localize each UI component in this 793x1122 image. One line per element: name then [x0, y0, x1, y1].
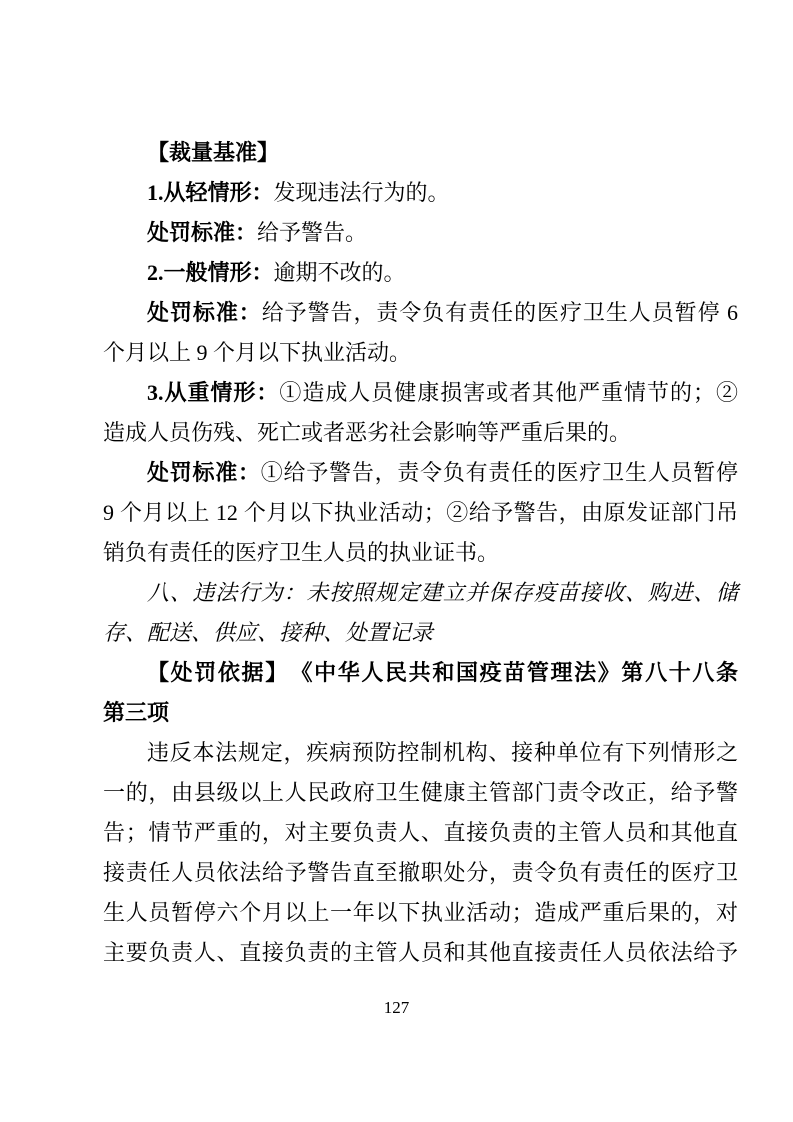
label-segment: 处罚标准： [147, 220, 258, 245]
illegal-act-eight [103, 573, 738, 653]
text-segment: 销负有责任的医疗卫生人员的执业证书。 [103, 540, 500, 565]
text-line [103, 453, 738, 493]
item-2-penalty-standard [103, 293, 738, 373]
text-line [103, 933, 738, 973]
text-line [103, 213, 738, 253]
text-line [103, 853, 738, 893]
text-line [103, 253, 738, 293]
label-segment: 2.一般情形： [147, 260, 274, 285]
text-line [103, 893, 738, 933]
text-segment: 主要负责人、直接负责的主管人员和其他直接责任人员依法给予 [103, 940, 738, 965]
label-segment: 处罚标准： [147, 460, 261, 485]
discretion-benchmark-heading [103, 133, 738, 173]
text-line [103, 773, 738, 813]
text-segment: 一的，由县级以上人民政府卫生健康主管部门责令改正，给予警 [103, 780, 738, 805]
text-segment: 违反本法规定，疾病预防控制机构、接种单位有下列情形之 [147, 740, 738, 765]
text-line [103, 533, 738, 573]
text-line [103, 653, 738, 693]
legal-provision-body [103, 733, 738, 973]
text-segment: 个月以上 9 个月以下执业活动。 [103, 340, 412, 365]
text-line [103, 813, 738, 853]
penalty-basis-heading [103, 653, 738, 733]
text-line [103, 373, 738, 413]
label-segment: 3.从重情形： [147, 380, 280, 405]
text-line [103, 573, 738, 613]
label-segment: 处罚标准： [147, 300, 262, 325]
item-3-severe-circumstance [103, 373, 738, 453]
text-segment: 给予警告。 [257, 220, 368, 245]
text-segment: ①造成人员健康损害或者其他严重情节的；② [279, 380, 738, 405]
text-line [103, 693, 738, 733]
text-segment: ①给予警告，责令负有责任的医疗卫生人员暂停 [260, 460, 738, 485]
text-segment: 发现违法行为的。 [273, 180, 450, 205]
item-3-penalty-standard [103, 453, 738, 573]
text-segment: 造成人员伤残、死亡或者恶劣社会影响等严重后果的。 [103, 420, 632, 445]
label-segment: 第三项 [103, 700, 170, 725]
text-segment: 给予警告，责令负有责任的医疗卫生人员暂停 6 [261, 300, 738, 325]
text-line [103, 413, 738, 453]
label-segment: 【裁量基准】 [147, 140, 280, 165]
label-segment: 1.从轻情形： [147, 180, 274, 205]
text-segment: 接责任人员依法给予警告直至撤职处分，责令负有责任的医疗卫 [103, 860, 738, 885]
text-segment: 八、违法行为：未按照规定建立并保存疫苗接收、购进、储 [147, 580, 738, 605]
text-line [103, 293, 738, 333]
text-line [103, 333, 738, 373]
text-segment: 逾期不改的。 [273, 260, 406, 285]
text-segment: 告；情节严重的，对主要负责人、直接负责的主管人员和其他直 [103, 820, 738, 845]
item-1-light-circumstance [103, 173, 738, 213]
text-line [103, 133, 738, 173]
text-line [103, 493, 738, 533]
text-line [103, 733, 738, 773]
text-segment: 生人员暂停六个月以上一年以下执业活动；造成严重后果的，对 [103, 900, 738, 925]
text-segment: 9 个月以上 12 个月以下执业活动；②给予警告，由原发证部门吊 [103, 500, 738, 525]
text-segment: 存、配送、供应、接种、处置记录 [103, 620, 434, 645]
text-line [103, 173, 738, 213]
page-number: 127 [383, 998, 410, 1017]
label-segment: 【处罚依据】 《中华人民共和国疫苗管理法》第八十八条 [147, 660, 738, 685]
page-content [103, 133, 738, 973]
item-1-penalty-standard [103, 213, 738, 253]
text-line [103, 613, 738, 653]
item-2-general-circumstance [103, 253, 738, 293]
